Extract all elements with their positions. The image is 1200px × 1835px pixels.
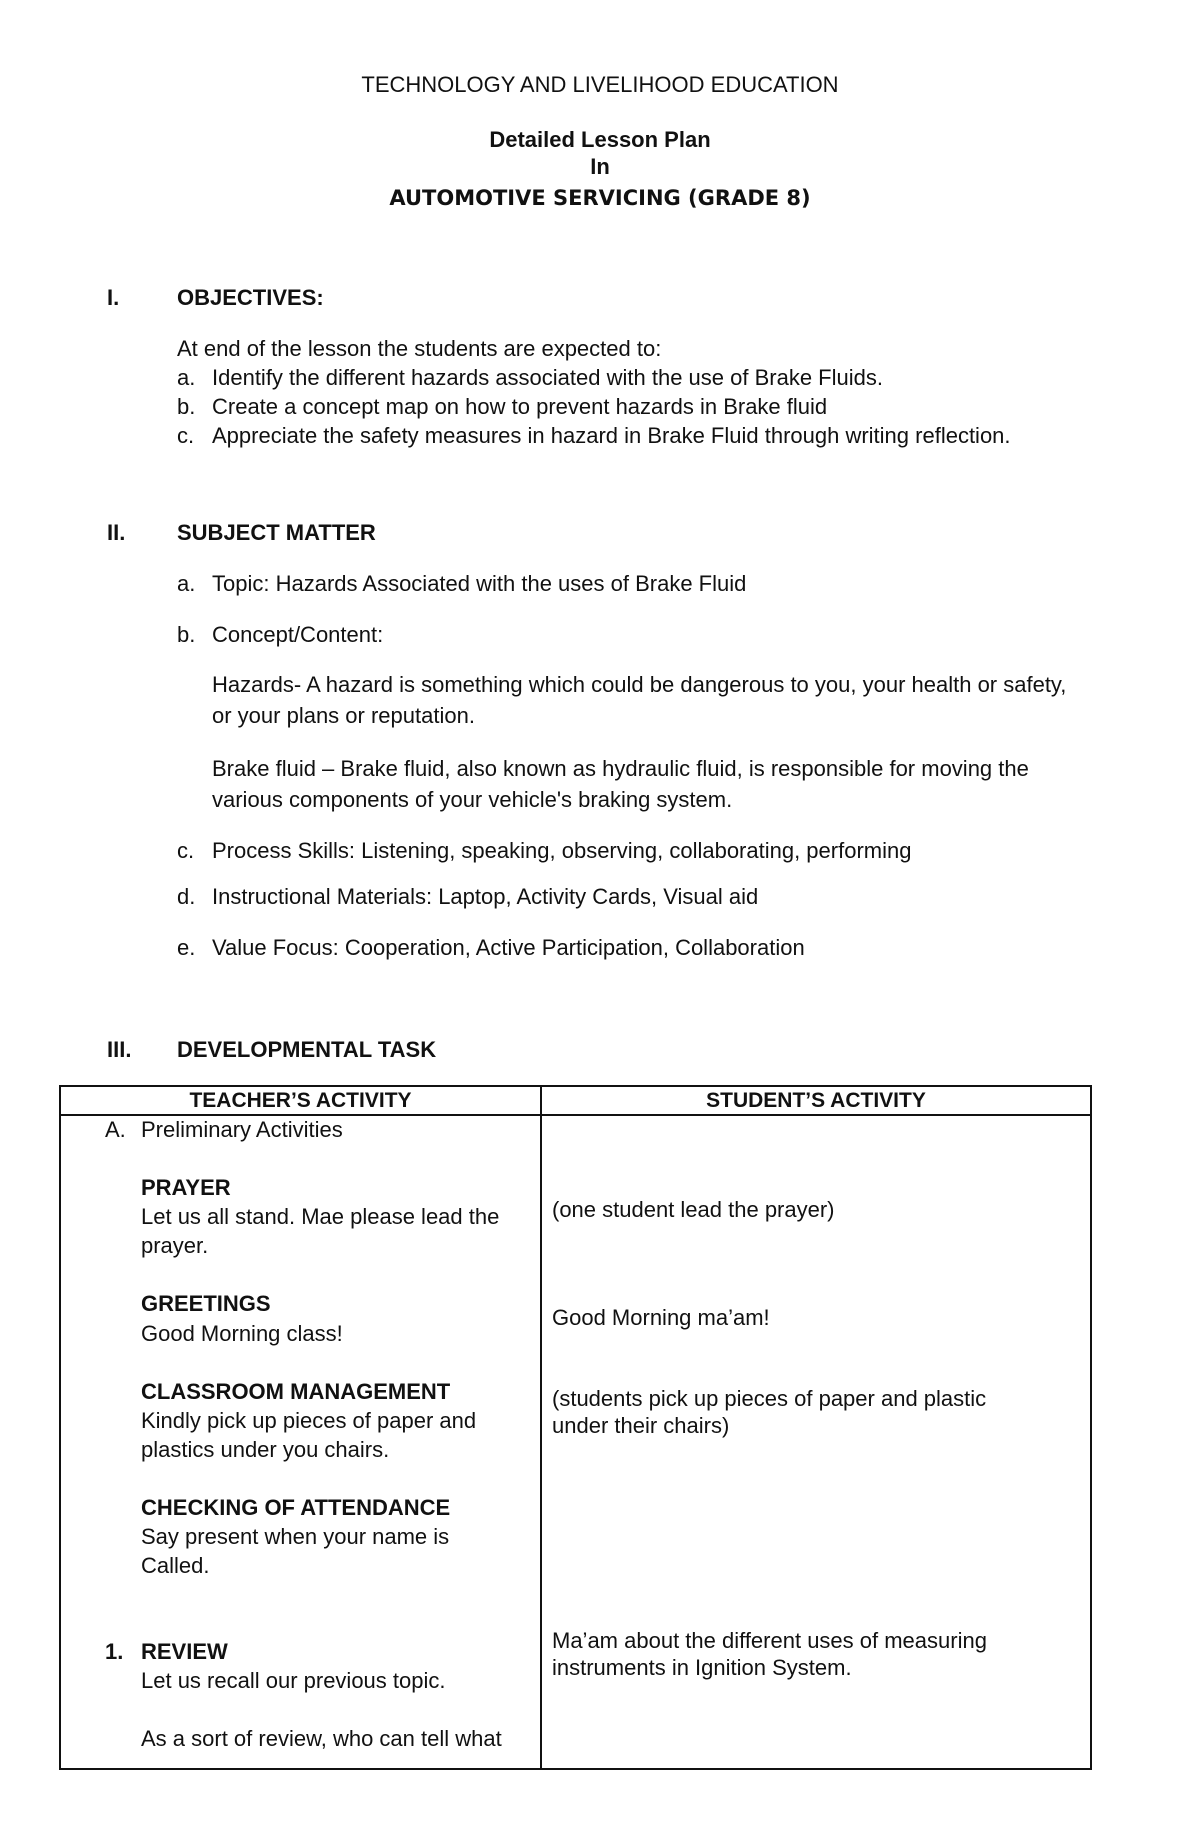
objective-marker: c. (177, 423, 195, 448)
student-activity-cell (541, 1115, 1091, 1769)
developmental-task-numeral: III. (107, 1037, 132, 1062)
objective-item (177, 394, 827, 420)
review-marker: 1. (105, 1639, 124, 1664)
review-title: REVIEW (141, 1639, 228, 1664)
student-activity-header: STUDENT’S ACTIVITY (541, 1086, 1091, 1115)
materials-item (177, 884, 758, 910)
student-review-line-2: instruments in Ignition System. (552, 1655, 852, 1680)
concept-marker: b. (177, 622, 196, 647)
objective-item (177, 423, 1011, 449)
attendance-title: CHECKING OF ATTENDANCE (141, 1495, 451, 1520)
hazards-line-2: or your plans or reputation. (212, 703, 475, 728)
attendance-line-2: Called. (141, 1553, 210, 1578)
objective-item (177, 365, 883, 391)
objectives-numeral: I. (107, 285, 120, 310)
student-prayer-response: (one student lead the prayer) (552, 1197, 835, 1222)
process-text: Process Skills: Listening, speaking, observing, collaborating, performing (212, 838, 912, 863)
classroom-management-line-2: plastics under you chairs. (141, 1437, 390, 1462)
objective-text: Appreciate the safety measures in hazard in Brake Fluid through writing reflection. (212, 423, 1011, 448)
course-title: AUTOMOTIVE SERVICING (GRADE 8) (389, 186, 811, 210)
prelim-marker: A. (105, 1117, 126, 1142)
activity-table (59, 1085, 1092, 1770)
plan-type: Detailed Lesson Plan (489, 127, 711, 152)
concept-item (177, 622, 383, 648)
topic-text: Topic: Hazards Associated with the uses of Brake Fluid (212, 571, 747, 596)
student-review-line-1: Ma’am about the different uses of measuring (552, 1628, 987, 1653)
objectives-heading: OBJECTIVES: (177, 285, 324, 310)
objectives-intro: At end of the lesson the students are expected to: (177, 336, 662, 361)
prelim-label: Preliminary Activities (141, 1117, 343, 1142)
objective-text: Identify the different hazards associated with the use of Brake Fluids. (212, 365, 883, 390)
teacher-activity-header: TEACHER’S ACTIVITY (60, 1086, 541, 1115)
materials-marker: d. (177, 884, 196, 909)
classroom-management-title: CLASSROOM MANAGEMENT (141, 1379, 451, 1404)
values-text: Value Focus: Cooperation, Active Participation, Collaboration (212, 935, 805, 960)
objective-marker: a. (177, 365, 196, 390)
brake-fluid-definition (212, 753, 1142, 815)
greetings-text: Good Morning class! (141, 1321, 343, 1346)
brake-fluid-line-1: Brake fluid – Brake fluid, also known as hydraulic fluid, is responsible for moving the (212, 756, 1029, 781)
student-greeting-response: Good Morning ma’am! (552, 1305, 770, 1330)
hazards-line-1: Hazards- A hazard is something which could be dangerous to you, your health or safety, (212, 672, 1067, 697)
student-mgmt-line-2: under their chairs) (552, 1413, 730, 1438)
document-subject: TECHNOLOGY AND LIVELIHOOD EDUCATION (361, 72, 839, 97)
teacher-activity-cell (60, 1115, 541, 1769)
prayer-title: PRAYER (141, 1175, 231, 1200)
attendance-line-1: Say present when your name is (141, 1524, 450, 1549)
concept-text: Concept/Content: (212, 622, 384, 647)
classroom-management-line-1: Kindly pick up pieces of paper and (141, 1408, 477, 1433)
review-line-1: Let us recall our previous topic. (141, 1668, 446, 1693)
process-skills-item (177, 838, 911, 864)
brake-fluid-line-2: various components of your vehicle's braking system. (212, 787, 733, 812)
topic-item (177, 571, 746, 597)
materials-text: Instructional Materials: Laptop, Activity Cards, Visual aid (212, 884, 759, 909)
developmental-task-heading: DEVELOPMENTAL TASK (177, 1037, 437, 1062)
objective-marker: b. (177, 394, 196, 419)
objective-text: Create a concept map on how to prevent hazards in Brake fluid (212, 394, 828, 419)
subject-matter-numeral: II. (107, 520, 126, 545)
prayer-line-2: prayer. (141, 1233, 209, 1258)
values-marker: e. (177, 935, 196, 960)
prayer-line-1: Let us all stand. Mae please lead the (141, 1204, 500, 1229)
greetings-title: GREETINGS (141, 1291, 271, 1316)
subject-matter-heading: SUBJECT MATTER (177, 520, 376, 545)
hazards-definition (212, 669, 1142, 731)
review-line-2: As a sort of review, who can tell what (141, 1726, 502, 1751)
student-mgmt-line-1: (students pick up pieces of paper and plastic (552, 1386, 987, 1411)
process-marker: c. (177, 838, 195, 863)
value-focus-item (177, 935, 805, 961)
in-word: In (590, 154, 610, 179)
topic-marker: a. (177, 571, 196, 596)
